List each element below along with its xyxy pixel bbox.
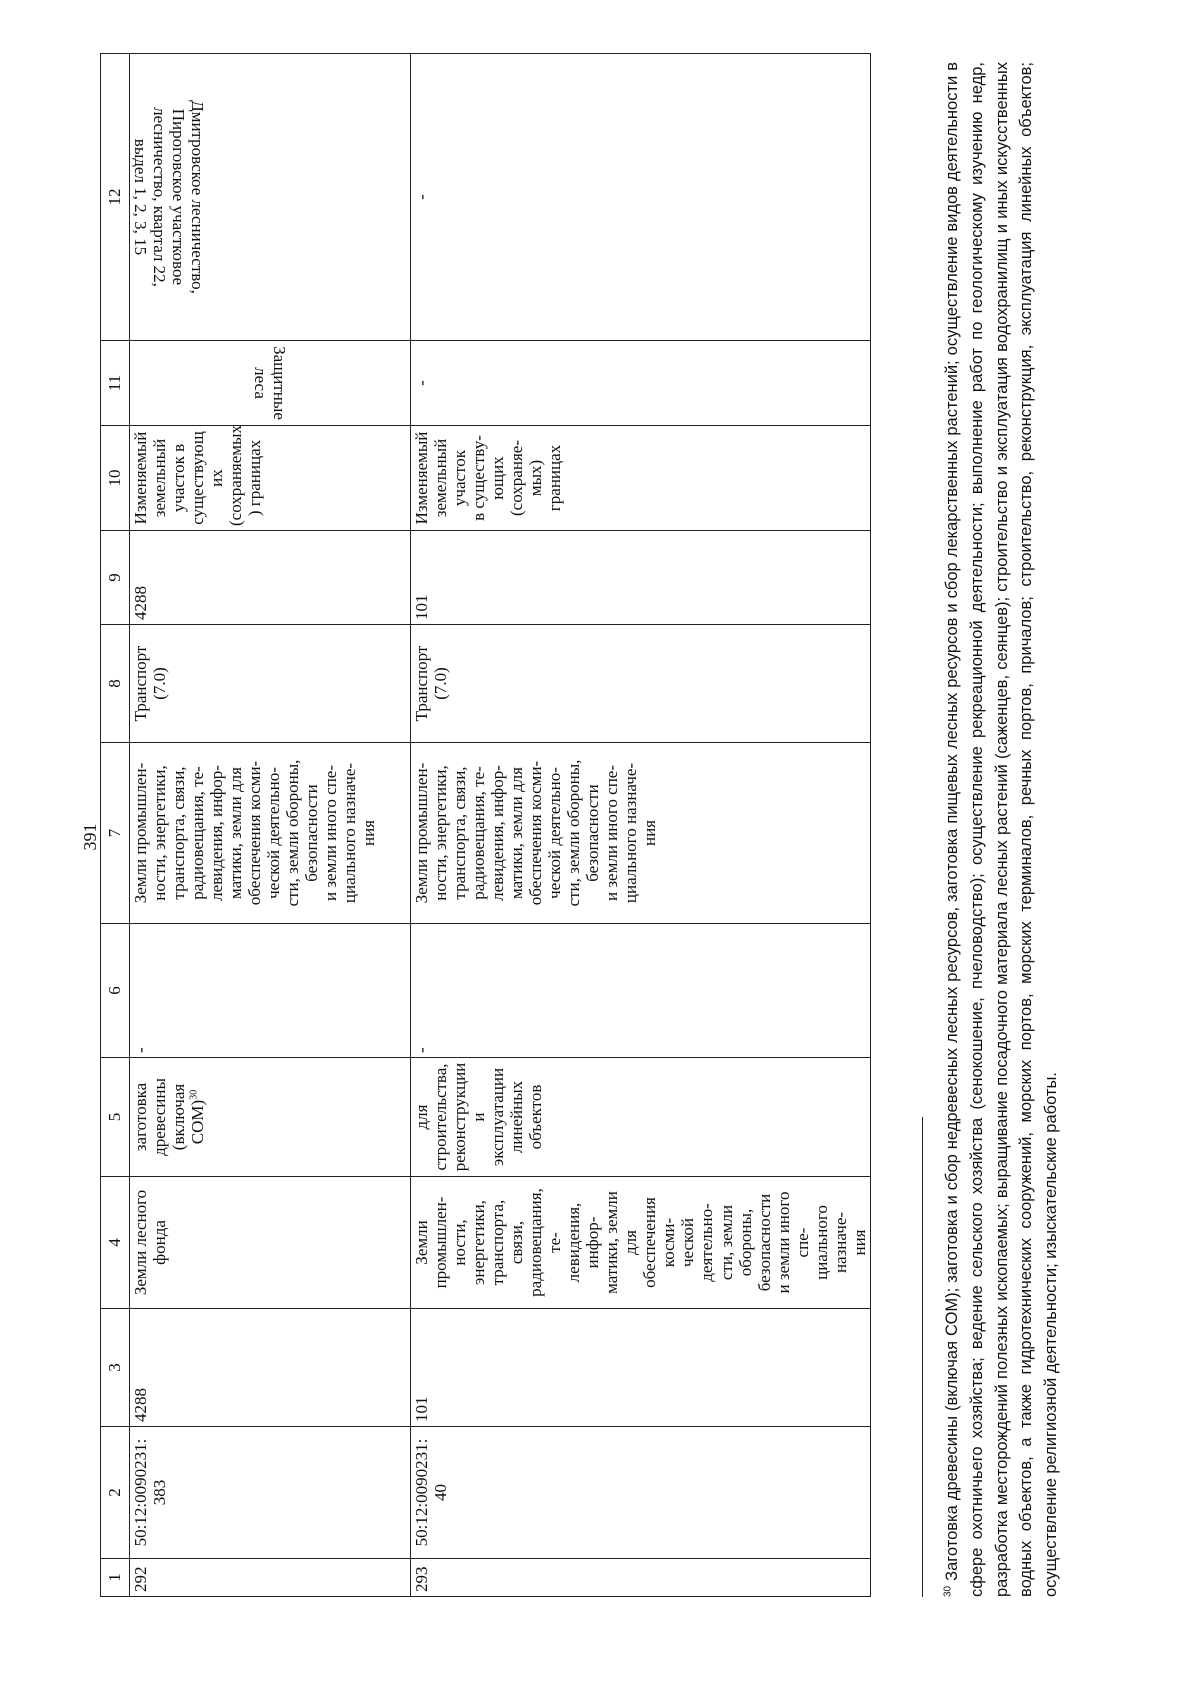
row-number: 293 xyxy=(411,1559,871,1597)
forestry-location xyxy=(130,54,411,341)
new-area-value: 101 xyxy=(411,531,871,625)
protection-category: - xyxy=(411,341,871,426)
new-land-category: Земли промышлен- ности, энергетики, транспорта, связи, радиовещания, те- левидения, инфор- матики, земли для обеспечения косми- ческой деятельно- сти, земли обороны, безопасности и земли иного спе- циального назначе- ния xyxy=(411,743,871,924)
page-number: 391 xyxy=(80,823,100,851)
footnote xyxy=(940,62,1064,1597)
header-cell: 2 xyxy=(101,1427,130,1559)
land-category: Земли промышлен- ности, энергетики, транспорта, связи, радиовещания, те- левидения, инфор- матики, земли для обеспечения косми- ческой деятельно- сти, земли обороны, безопасности и земли иного спе- циального назначе- ния xyxy=(411,1177,871,1309)
cadastral-number: 50:12:0090231: 383 xyxy=(130,1427,411,1559)
new-area-value: 4288 xyxy=(130,531,411,625)
table-row xyxy=(130,54,411,1597)
plot-note: Изменяемый земельный участок в существующ их (сохраняемых ) границах xyxy=(130,426,411,531)
header-cell: 11 xyxy=(101,341,130,426)
row-number: 292 xyxy=(130,1559,411,1597)
permitted-use-text: заготовка древесины (включая СОМ) xyxy=(131,1078,208,1156)
area-value: 4288 xyxy=(130,1309,411,1427)
area-value: 101 xyxy=(411,1309,871,1427)
header-cell: 7 xyxy=(101,743,130,924)
footnote-separator xyxy=(922,1117,923,1597)
new-permitted-use: Транспорт (7.0) xyxy=(411,625,871,743)
forestry-location-text: Дмитровское лесничество, Пироговское участковое лесничество, квартал 22, выдел 1, 2, 3, 15 xyxy=(131,100,208,294)
footnote-ref: 30 xyxy=(188,1089,200,1100)
land-plots-table xyxy=(100,53,871,1597)
footnote-marker: 30 xyxy=(942,1585,954,1597)
table-row xyxy=(411,54,871,1597)
footnote-text: Заготовка древесины (включая СОМ); заготовка и сбор недревесных лесных ресурсов, заготовка пищевых лесных ресурсов и сбор лекарственных растений; осуществление видов деятельности в сфере охотничьего хозяйства; ведение сельского хозяйства (сенокошение, пчеловодство); осуществление рекреационной деятельности; выполнение работ по геологическому изучению недр, разработка месторождений полезных ископаемых; выращивание посадочного материала лесных растений (саженцев, сеянцев); строительство и эксплуатация водохранилищ и иных искусственных водных объектов, а также гидротехнических сооружений, морских портов, морских терминалов, речных портов, причалов; строительство, реконструкция, эксплуатация линейных объектов; осуществление религиозной деятельности; изыскательские работы. xyxy=(943,62,1060,1597)
header-cell: 10 xyxy=(101,426,130,531)
header-cell: 6 xyxy=(101,924,130,1058)
land-category: Земли лесного фонда xyxy=(130,1177,411,1309)
forestry-location: - xyxy=(411,54,871,341)
col6-value: - xyxy=(411,924,871,1058)
new-permitted-use: Транспорт (7.0) xyxy=(130,625,411,743)
header-cell: 4 xyxy=(101,1177,130,1309)
header-cell: 12 xyxy=(101,54,130,341)
permitted-use: для строительства, реконструкции и эксплуатации линейных объектов xyxy=(411,1058,871,1177)
header-cell: 5 xyxy=(101,1058,130,1177)
protection-category xyxy=(130,341,411,426)
new-land-category: Земли промышлен- ности, энергетики, транспорта, связи, радиовещания, те- левидения, инфор- матики, земли для обеспечения косми- ческой деятельно- сти, земли обороны, безопасности и земли иного спе- циального назначе- ния xyxy=(130,743,411,924)
cadastral-number: 50:12:0090231: 40 xyxy=(411,1427,871,1559)
header-cell: 8 xyxy=(101,625,130,743)
header-cell: 9 xyxy=(101,531,130,625)
permitted-use xyxy=(130,1058,411,1177)
plot-note: Изменяемый земельный участок в существу- ющих (сохраняе- мых) границах xyxy=(411,426,871,531)
header-row xyxy=(101,54,130,1597)
col6-value: - xyxy=(130,924,411,1058)
header-cell: 1 xyxy=(101,1559,130,1597)
header-cell: 3 xyxy=(101,1309,130,1427)
protection-category-text: Защитные леса xyxy=(251,346,290,420)
